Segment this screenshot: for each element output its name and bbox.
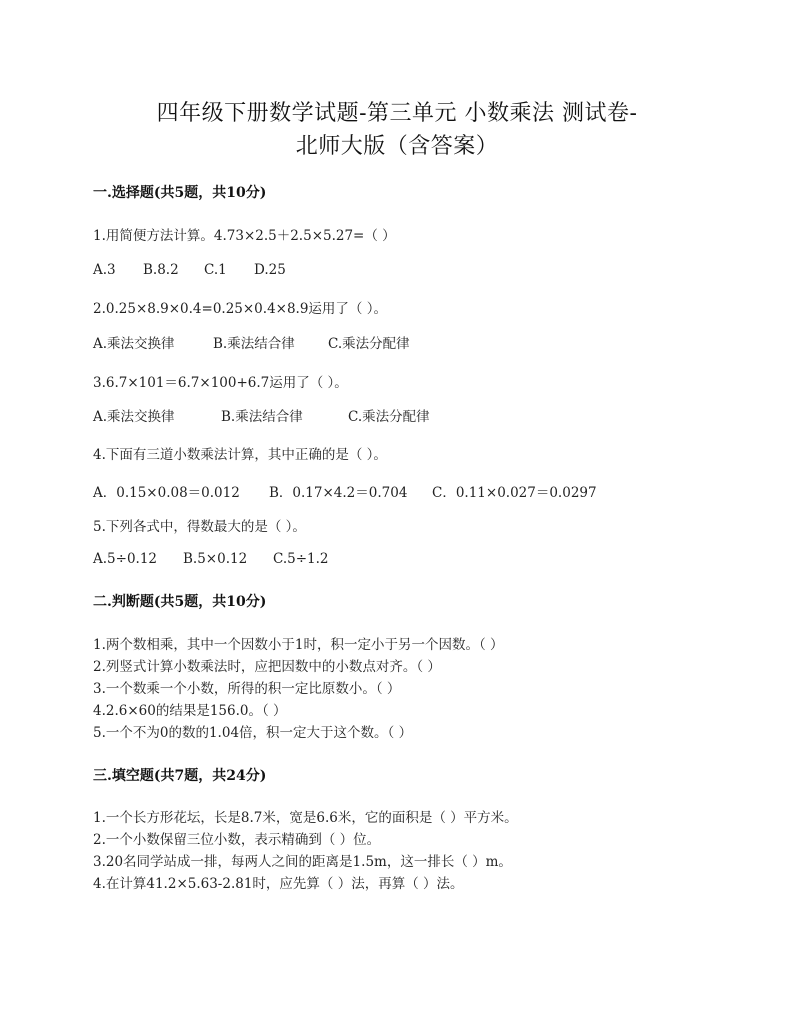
question-options: [93, 262, 286, 278]
option-b: B.8.2: [143, 262, 179, 278]
option-a: A．0.15×0.08＝0.012: [93, 485, 240, 501]
option-c: C．0.11×0.027＝0.0297: [432, 485, 597, 501]
option-d: D.25: [254, 262, 286, 278]
question-options: [93, 332, 410, 352]
judgement-item: 3.一个数乘一个小数，所得的积一定比原数小。（ ）: [93, 681, 401, 697]
judgement-item: 2.列竖式计算小数乘法时，应把因数中的小数点对齐。（ ）: [93, 659, 441, 675]
option-c: C.乘法分配律: [328, 336, 410, 352]
option-c: C.1: [204, 262, 227, 278]
judgement-item: 4.2.6×60的结果是156.0。（ ）: [93, 703, 287, 719]
document-title-line-1: 四年级下册数学试题-第三单元 小数乘法 测试卷-: [156, 101, 638, 126]
section-heading-judgement: 二.判断题(共5题，共10分): [93, 594, 267, 610]
judgement-item: 1.两个数相乘，其中一个因数小于1时，积一定小于另一个因数。（ ）: [93, 637, 504, 653]
option-c: C.5÷1.2: [273, 551, 329, 567]
option-a: A.3: [93, 262, 116, 278]
question-stem: 1.用简便方法计算。4.73×2.5＋2.5×5.27=（ ）: [93, 228, 396, 244]
judgement-item: 5.一个不为0的数的1.04倍，积一定大于这个数。（ ）: [93, 725, 413, 741]
option-b: B.5×0.12: [183, 551, 248, 567]
document-title-line-2: 北师大版（含答案）: [295, 134, 499, 159]
question-options: [93, 481, 597, 501]
option-b: B.乘法结合律: [221, 409, 303, 425]
option-a: A.乘法交换律: [93, 409, 175, 425]
option-b: B．0.17×4.2＝0.704: [269, 485, 408, 501]
option-a: A.5÷0.12: [93, 551, 157, 567]
fill-in-item: 2.一个小数保留三位小数，表示精确到（ ）位。: [93, 832, 381, 848]
option-b: B.乘法结合律: [213, 336, 295, 352]
section-heading-choice: 一.选择题(共5题，共10分): [93, 185, 267, 201]
fill-in-item: 4.在计算41.2×5.63-2.81时，应先算（ ）法，再算（ ）法。: [93, 876, 464, 892]
question-options: [93, 405, 430, 425]
question-stem: 5.下列各式中，得数最大的是（ ）。: [93, 519, 306, 535]
question-stem: 4.下面有三道小数乘法计算，其中正确的是（ ）。: [93, 447, 387, 463]
section-heading-fill-in: 三.填空题(共7题，共24分): [93, 768, 267, 784]
option-c: C.乘法分配律: [348, 409, 430, 425]
fill-in-item: 3.20名同学站成一排，每两人之间的距离是1.5m，这一排长（ ）m。: [93, 854, 512, 870]
question-stem: 2.0.25×8.9×0.4=0.25×0.4×8.9运用了（ ）。: [93, 301, 387, 317]
fill-in-item: 1.一个长方形花坛，长是8.7米，宽是6.6米，它的面积是（ ）平方米。: [93, 810, 518, 826]
question-options: [93, 551, 329, 567]
option-a: A.乘法交换律: [93, 336, 175, 352]
question-stem: 3.6.7×101＝6.7×100+6.7运用了（ ）。: [93, 375, 348, 391]
